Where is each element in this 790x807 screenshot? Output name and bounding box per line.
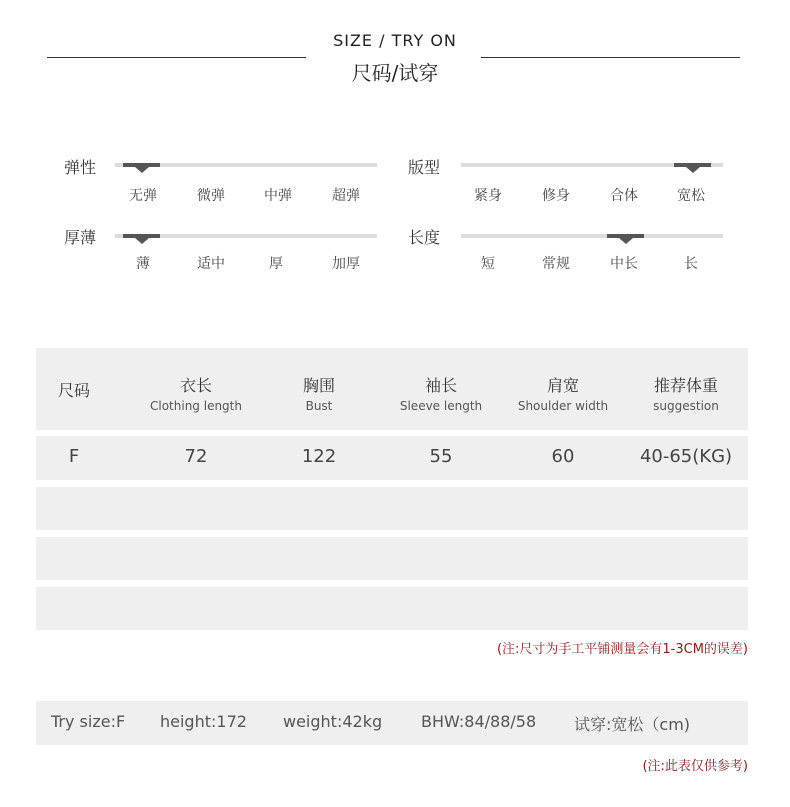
try-fit: 试穿:宽松（cm) xyxy=(574,715,691,734)
attr-label: 版型 xyxy=(408,158,441,177)
size-table-header xyxy=(36,348,748,430)
header-rule-left xyxy=(47,57,306,58)
attr-marker xyxy=(686,167,700,173)
attr-track xyxy=(115,163,377,167)
header-bust: 胸围 Bust xyxy=(302,376,335,413)
table-row-empty xyxy=(36,587,748,630)
attr-option: 适中 xyxy=(197,256,225,272)
cell-sleeve-length: 55 xyxy=(429,446,453,467)
header-clothing-length: 衣长 Clothing length xyxy=(150,376,242,413)
header-weight-suggestion: 推荐体重 suggestion xyxy=(653,376,719,413)
try-weight: weight:42kg xyxy=(283,712,383,731)
try-on-bar xyxy=(36,701,748,745)
header-shoulder-width: 肩宽 Shoulder width xyxy=(517,376,609,413)
attr-option: 加厚 xyxy=(332,256,360,272)
try-bhw: BHW:84/88/58 xyxy=(421,712,537,731)
table-row-empty xyxy=(36,487,748,530)
attr-track xyxy=(461,163,723,167)
cell-clothing-length: 72 xyxy=(184,446,208,467)
attr-option: 短 xyxy=(481,256,495,272)
try-size: Try size:F xyxy=(51,712,126,731)
attr-option: 薄 xyxy=(136,256,150,272)
attr-label: 厚薄 xyxy=(64,228,97,247)
attr-option: 无弹 xyxy=(129,188,157,204)
try-height: height:172 xyxy=(160,712,247,731)
attr-option: 超弹 xyxy=(332,188,360,204)
attr-option: 中弹 xyxy=(264,188,292,204)
attr-track xyxy=(461,234,723,238)
measure-note: (注:尺寸为手工平铺测量会有1-3CM的误差) xyxy=(496,642,748,657)
header-size: 尺码 xyxy=(57,381,90,400)
table-row-empty xyxy=(36,537,748,580)
attr-label: 长度 xyxy=(408,228,441,247)
attr-option: 中长 xyxy=(610,256,638,272)
header-title-cn: 尺码/试穿 xyxy=(351,61,439,85)
attr-option: 合体 xyxy=(610,188,638,204)
attr-option: 紧身 xyxy=(474,188,502,204)
header-title-en: SIZE / TRY ON xyxy=(333,31,457,50)
table-row xyxy=(36,436,748,480)
attr-option: 宽松 xyxy=(677,188,705,204)
attr-label: 弹性 xyxy=(64,158,97,177)
cell-size: F xyxy=(68,446,80,467)
attr-option: 厚 xyxy=(269,256,283,272)
header-sleeve-length: 袖长 Sleeve length xyxy=(399,376,483,413)
cell-weight: 40-65(KG) xyxy=(639,446,733,467)
attr-marker xyxy=(135,167,149,173)
attr-option: 长 xyxy=(684,256,698,272)
attr-track xyxy=(115,234,377,238)
attr-option: 常规 xyxy=(542,256,570,272)
cell-bust: 122 xyxy=(301,446,337,467)
attr-marker xyxy=(135,238,149,244)
attr-option: 微弹 xyxy=(197,188,225,204)
attr-option: 修身 xyxy=(542,188,570,204)
attr-marker xyxy=(619,238,633,244)
header-rule-right xyxy=(481,57,740,58)
cell-shoulder-width: 60 xyxy=(551,446,575,467)
reference-note: (注:此表仅供参考) xyxy=(642,759,748,774)
